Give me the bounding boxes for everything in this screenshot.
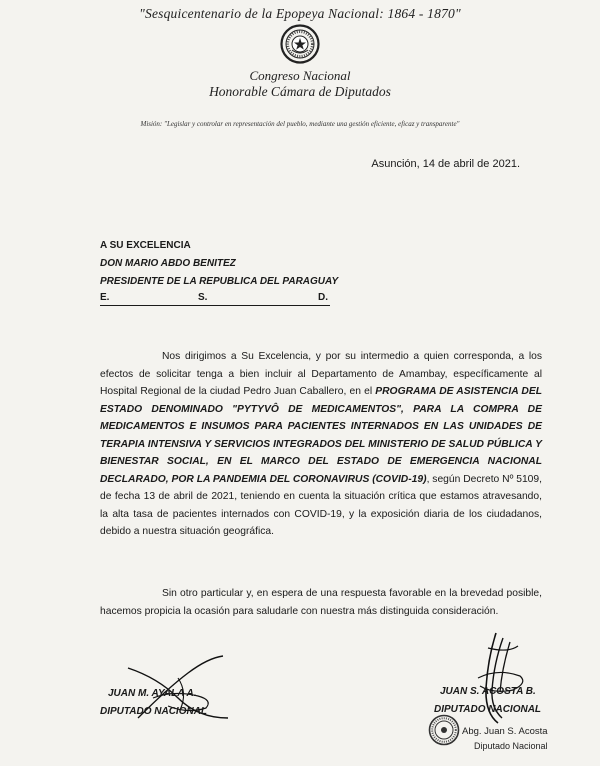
- body-paragraph-1: [100, 348, 542, 541]
- motto: "Sesquicentenario de la Epopeya Nacional: 1864 - 1870": [139, 6, 461, 21]
- p1-program: PROGRAMA DE ASISTENCIA DEL ESTADO DENOMINADO "PYTYVÔ DE MEDICAMENTOS", PARA LA COMPRA DE MEDICAMENTOS E INSUMOS PARA PACIENTES INTERNADOS EN LAS UNIDADES DE TERAPIA INTENSIVA Y SERVICIOS INTEGRADOS DEL MINISTERIO DE SALUD PÚBLICA Y BIENESTAR SOCIAL, EN EL MARCO DEL ESTADO DE EMERGENCIA NACIONAL DECLARADO, POR LA PANDEMIA DEL CORONAVIRUS (COVID-19): [100, 386, 542, 485]
- stamp-title: Diputado Nacional: [474, 741, 548, 751]
- left-signer-name: JUAN M. AYALA A.: [108, 688, 197, 699]
- letter-date: Asunción, 14 de abril de 2021.: [371, 158, 520, 170]
- esd-e: E.: [100, 292, 110, 303]
- org-chamber: Honorable Cámara de Diputados: [209, 84, 391, 99]
- recipient-esd-line: [100, 292, 330, 306]
- esd-d: D.: [318, 292, 328, 303]
- right-signer-title: DIPUTADO NACIONAL: [434, 704, 542, 715]
- stamp-name: Abg. Juan S. Acosta: [462, 726, 548, 737]
- p1-rest: , según Decreto Nº 5109, de fecha 13 de abril de 2021, teniendo en cuenta la situación crítica que estamos atravesando, la alta tasa de pacientes internados con COVID-19, y la exposición diaria de los ciudadanos, debido a nuestra situación geográfica.: [100, 473, 542, 537]
- esd-s: S.: [198, 292, 208, 303]
- recipient-line3: PRESIDENTE DE LA REPUBLICA DEL PARAGUAY: [100, 276, 339, 287]
- national-seal-icon: [280, 24, 320, 64]
- official-stamp-icon: [428, 714, 460, 746]
- p1-intro: Nos dirigimos a Su Excelencia, y por su intermedio a quien corresponda, a los efectos de solicitar tenga a bien incluir al Departamento de Amambay, específicamente al Hospital Regional de la ciudad Pedro Juan Caballero, en el: [100, 351, 542, 397]
- org-name: Congreso Nacional: [249, 68, 351, 83]
- body-paragraph-2: Sin otro particular y, en espera de una respuesta favorable en la brevedad posible, hacemos propicia la ocasión para saludarle con nuestra más distinguida consideración.: [100, 588, 542, 617]
- right-signer-name: JUAN S. ACOSTA B.: [440, 686, 536, 697]
- left-signer-title: DIPUTADO NACIONAL: [100, 706, 208, 717]
- recipient-line1: A SU EXCELENCIA: [100, 240, 191, 251]
- recipient-line2: DON MARIO ABDO BENITEZ: [100, 258, 236, 269]
- mission-statement: Misión: "Legislar y controlar en representación del pueblo, mediante una gestión eficiente, eficaz y transparente": [140, 120, 460, 128]
